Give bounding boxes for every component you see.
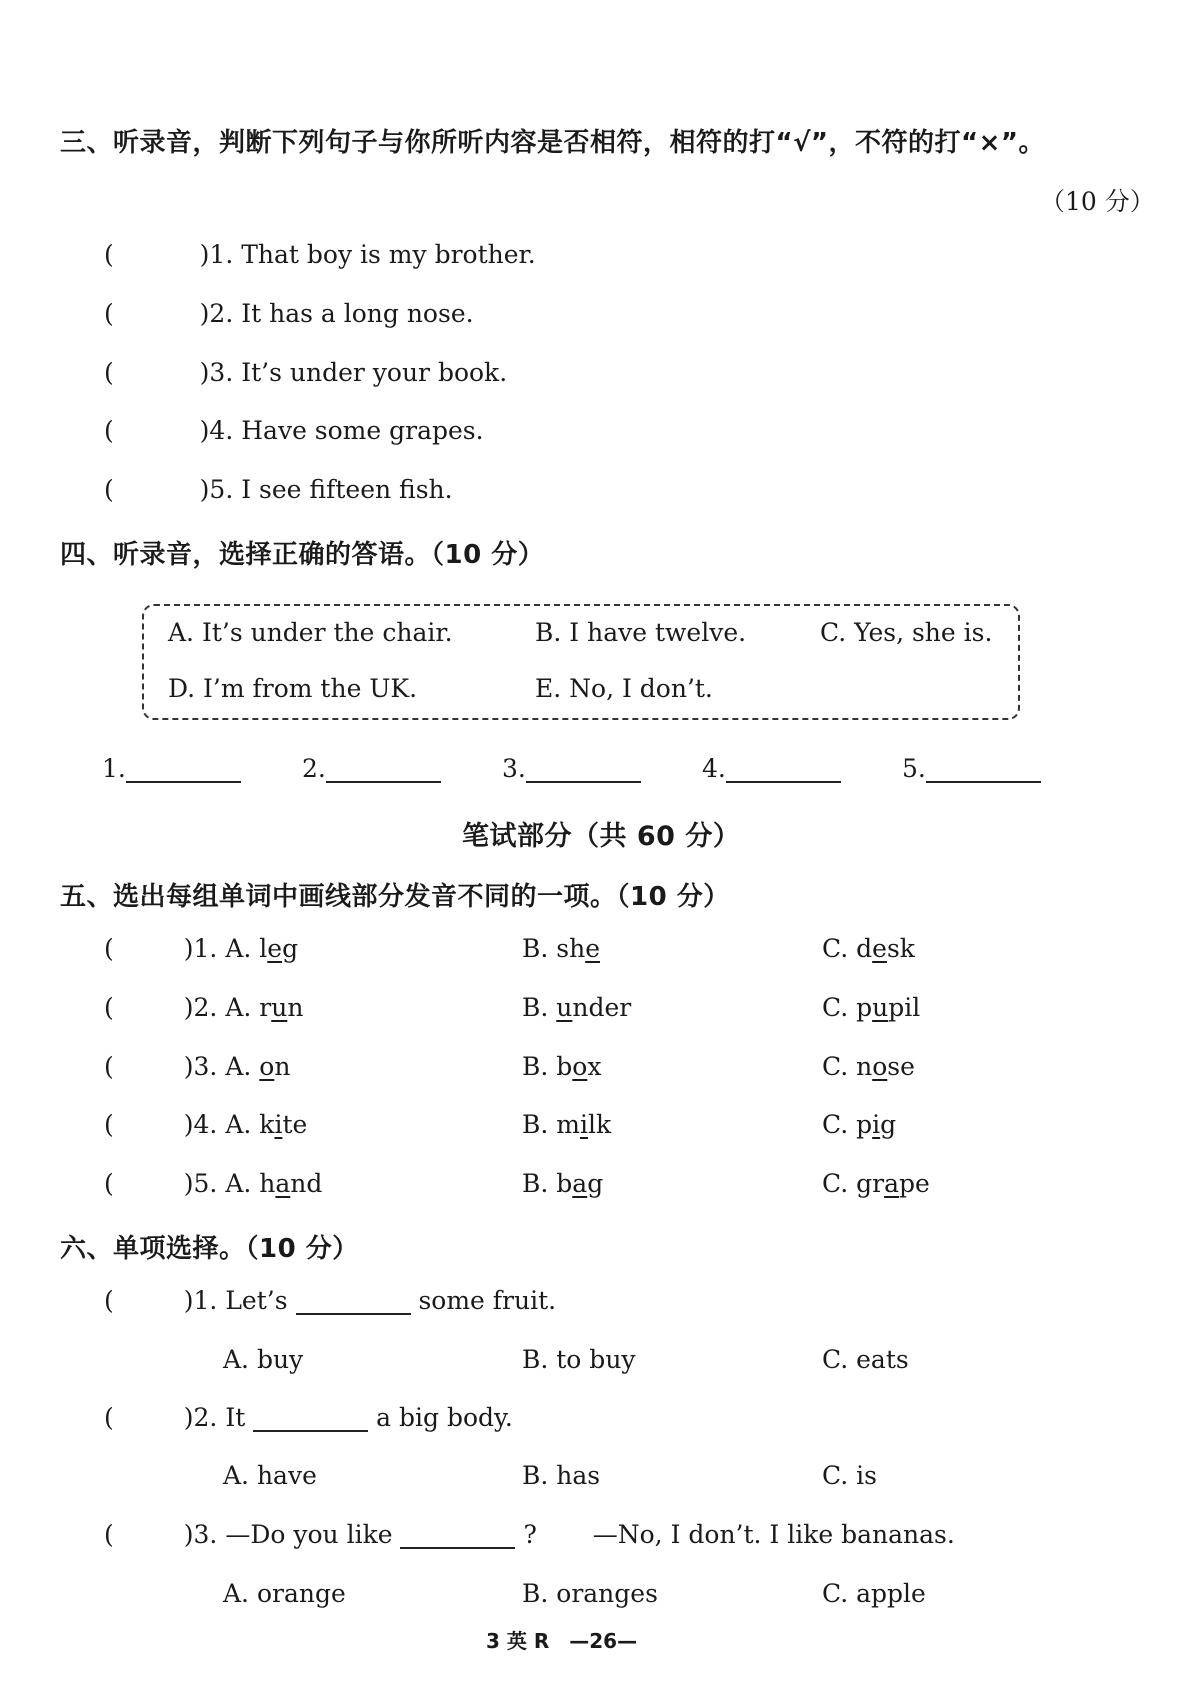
list-item [104, 416, 484, 445]
answer-paren[interactable]: ( [104, 1403, 114, 1432]
answer-paren[interactable]: ( [104, 1169, 114, 1198]
table-row: ( )2. A. run [104, 993, 304, 1022]
option-e: E. No, I don’t. [535, 674, 713, 703]
answer-paren[interactable]: ( [104, 416, 114, 445]
answer-paren[interactable]: ( [104, 358, 114, 387]
option-c: C. grape [822, 1169, 930, 1198]
choice-c: C. apple [822, 1579, 926, 1608]
item-number: )2. [199, 299, 234, 328]
option-c: C. desk [822, 934, 915, 963]
answer-blank-3[interactable]: 3. [502, 754, 641, 783]
option-b: B. box [522, 1052, 602, 1081]
page-footer: 3 英 R —26— [486, 1629, 638, 1653]
answer-paren[interactable]: ( [104, 475, 114, 504]
question-2: ( )2. It a big body. [104, 1403, 513, 1432]
fill-blank[interactable] [296, 1287, 411, 1315]
item-text: That boy is my brother. [241, 240, 536, 269]
option-b: B. bag [522, 1169, 604, 1198]
item-text: It has a long nose. [241, 299, 474, 328]
table-row: ( )1. A. leg [104, 934, 299, 963]
fill-blank[interactable] [253, 1404, 368, 1432]
choice-b: B. to buy [522, 1345, 636, 1374]
item-number: )4. [199, 416, 234, 445]
written-part-title: 笔试部分（共 60 分） [462, 821, 741, 852]
table-row: ( )4. A. kite [104, 1110, 308, 1139]
answer-paren[interactable]: ( [104, 240, 114, 269]
option-c: C. Yes, she is. [820, 618, 993, 647]
item-text: It’s under your book. [241, 358, 508, 387]
item-number: )5. [199, 475, 234, 504]
answer-blank-1[interactable]: 1. [102, 754, 241, 783]
table-row: ( )3. A. on [104, 1052, 291, 1081]
item-number: )3. [199, 358, 234, 387]
answer-paren[interactable]: ( [104, 934, 114, 963]
question-1: ( )1. Let’s some fruit. [104, 1286, 557, 1315]
section4-title: 四、听录音，选择正确的答语。（10 分） [60, 540, 545, 570]
list-item [104, 240, 536, 269]
option-b: B. she [522, 934, 600, 963]
option-b: B. milk [522, 1110, 612, 1139]
option-b: B. I have twelve. [535, 618, 747, 647]
option-a: A. It’s under the chair. [168, 618, 453, 647]
answer-blank-4[interactable]: 4. [702, 754, 841, 783]
choice-b: B. has [522, 1461, 601, 1490]
option-d: D. I’m from the UK. [168, 674, 418, 703]
item-number: )1. [199, 240, 234, 269]
answer-paren[interactable]: ( [104, 1520, 114, 1549]
fill-blank[interactable] [400, 1521, 515, 1549]
answer-paren[interactable]: ( [104, 1286, 114, 1315]
option-c: C. pig [822, 1110, 897, 1139]
question-3: ( )3. —Do you like ? —No, I don’t. I like bananas. [104, 1520, 955, 1549]
table-row: ( )5. A. hand [104, 1169, 323, 1198]
choice-c: C. eats [822, 1345, 909, 1374]
option-c: C. nose [822, 1052, 915, 1081]
answer-blank-5[interactable]: 5. [902, 754, 1041, 783]
answer-paren[interactable]: ( [104, 1110, 114, 1139]
choice-b: B. oranges [522, 1579, 658, 1608]
choice-c: C. is [822, 1461, 877, 1490]
section6-title: 六、单项选择。（10 分） [60, 1234, 359, 1264]
list-item [104, 299, 474, 328]
section3-title: 三、听录音，判断下列句子与你所听内容是否相符，相符的打“√”，不符的打“×”。 [60, 128, 1045, 158]
section5-title: 五、选出每组单词中画线部分发音不同的一项。（10 分） [60, 882, 730, 912]
answer-paren[interactable]: ( [104, 1052, 114, 1081]
list-item [104, 358, 507, 387]
choice-a: A. have [223, 1461, 317, 1490]
option-c: C. pupil [822, 993, 921, 1022]
list-item [104, 475, 453, 504]
choice-a: A. buy [223, 1345, 304, 1374]
item-text: I see fifteen fish. [241, 475, 453, 504]
option-b: B. under [522, 993, 632, 1022]
choice-a: A. orange [223, 1579, 346, 1608]
answer-blank-2[interactable]: 2. [302, 754, 441, 783]
item-text: Have some grapes. [241, 416, 484, 445]
answer-paren[interactable]: ( [104, 993, 114, 1022]
section3-score: （10 分） [1040, 187, 1155, 216]
answer-paren[interactable]: ( [104, 299, 114, 328]
